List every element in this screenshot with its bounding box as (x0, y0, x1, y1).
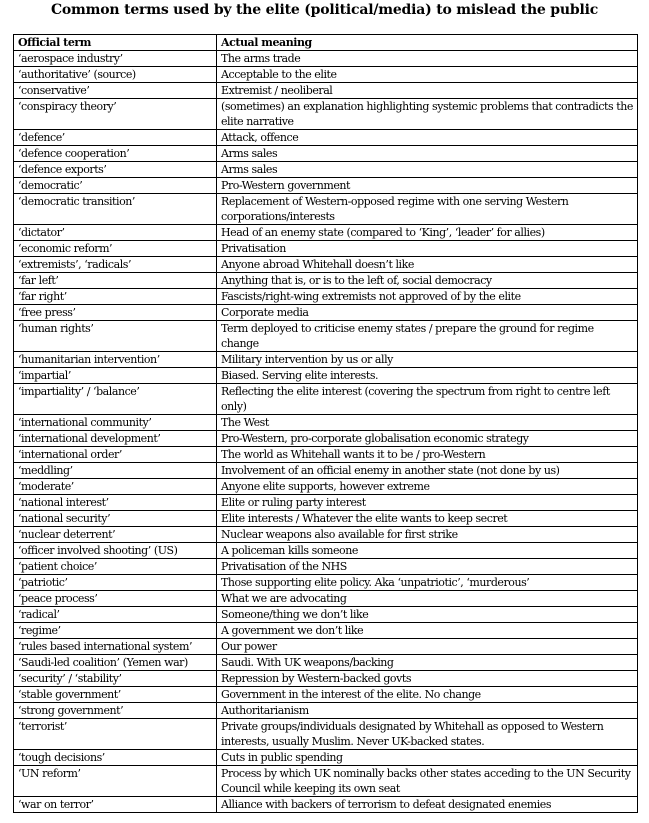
official-term-cell: ‘national security’ (14, 511, 217, 527)
table-row (14, 687, 638, 703)
table-row (14, 51, 638, 67)
official-term-cell: ‘national interest’ (14, 495, 217, 511)
actual-meaning-cell: Elite or ruling party interest (217, 495, 638, 511)
table-row (14, 241, 638, 257)
actual-meaning-cell: Biased. Serving elite interests. (217, 368, 638, 384)
official-term-cell: ‘radical’ (14, 607, 217, 623)
official-term-cell: ‘patriotic’ (14, 575, 217, 591)
table-row (14, 194, 638, 225)
actual-meaning-cell: Replacement of Western-opposed regime with one serving Western corporations/interests (217, 194, 638, 225)
table-row (14, 543, 638, 559)
table-row (14, 305, 638, 321)
official-term-cell: ‘patient choice’ (14, 559, 217, 575)
official-term-cell: ‘international community’ (14, 415, 217, 431)
document-title: Common terms used by the elite (political/media) to mislead the public (50, 2, 599, 18)
table-row (14, 368, 638, 384)
table-row (14, 384, 638, 415)
actual-meaning-cell: The West (217, 415, 638, 431)
official-term-cell: ‘authoritative’ (source) (14, 67, 217, 83)
actual-meaning-cell: Extremist / neoliberal (217, 83, 638, 99)
column-header-actual-meaning: Actual meaning (217, 35, 638, 51)
table-row (14, 67, 638, 83)
actual-meaning-cell: The world as Whitehall wants it to be / pro-Western (217, 447, 638, 463)
actual-meaning-cell: Authoritarianism (217, 703, 638, 719)
official-term-cell: ‘far right’ (14, 289, 217, 305)
actual-meaning-cell: Someone/thing we don’t like (217, 607, 638, 623)
table-row (14, 559, 638, 575)
actual-meaning-cell: Anything that is, or is to the left of, social democracy (217, 273, 638, 289)
actual-meaning-cell: A government we don’t like (217, 623, 638, 639)
table-row (14, 146, 638, 162)
actual-meaning-cell: Repression by Western-backed govts (217, 671, 638, 687)
official-term-cell: ‘peace process’ (14, 591, 217, 607)
table-row (14, 178, 638, 194)
official-term-cell: ‘international development’ (14, 431, 217, 447)
official-term-cell: ‘security’ / ‘stability’ (14, 671, 217, 687)
official-term-cell: ‘defence exports’ (14, 162, 217, 178)
table-row (14, 352, 638, 368)
official-term-cell: ‘humanitarian intervention’ (14, 352, 217, 368)
official-term-cell: ‘international order’ (14, 447, 217, 463)
actual-meaning-cell: Privatisation (217, 241, 638, 257)
actual-meaning-cell: Pro-Western, pro-corporate globalisation economic strategy (217, 431, 638, 447)
table-row (14, 289, 638, 305)
actual-meaning-cell: Privatisation of the NHS (217, 559, 638, 575)
actual-meaning-cell: Elite interests / Whatever the elite wants to keep secret (217, 511, 638, 527)
actual-meaning-cell: Cuts in public spending (217, 750, 638, 766)
column-header-official-term: Official term (14, 35, 217, 51)
actual-meaning-cell: Military intervention by us or ally (217, 352, 638, 368)
table-row (14, 703, 638, 719)
table-row (14, 447, 638, 463)
actual-meaning-cell: Nuclear weapons also available for first strike (217, 527, 638, 543)
table-row (14, 83, 638, 99)
actual-meaning-cell: Term deployed to criticise enemy states / prepare the ground for regime change (217, 321, 638, 352)
table-row (14, 671, 638, 687)
table-row (14, 257, 638, 273)
official-term-cell: ‘strong government’ (14, 703, 217, 719)
official-term-cell: ‘war on terror’ (14, 797, 217, 813)
table-row (14, 495, 638, 511)
official-term-cell: ‘dictator’ (14, 225, 217, 241)
official-term-cell: ‘rules based international system’ (14, 639, 217, 655)
table-row (14, 273, 638, 289)
table-row (14, 623, 638, 639)
actual-meaning-cell: Anyone elite supports, however extreme (217, 479, 638, 495)
table-row (14, 479, 638, 495)
official-term-cell: ‘democratic’ (14, 178, 217, 194)
official-term-cell: ‘regime’ (14, 623, 217, 639)
official-term-cell: ‘impartiality’ / ‘balance’ (14, 384, 217, 415)
actual-meaning-cell: Our power (217, 639, 638, 655)
table-row (14, 130, 638, 146)
official-term-cell: ‘defence cooperation’ (14, 146, 217, 162)
official-term-cell: ‘impartial’ (14, 368, 217, 384)
table-row (14, 607, 638, 623)
actual-meaning-cell: Reflecting the elite interest (covering the spectrum from right to centre left only) (217, 384, 638, 415)
actual-meaning-cell: Attack, offence (217, 130, 638, 146)
official-term-cell: ‘defence’ (14, 130, 217, 146)
table-row (14, 750, 638, 766)
table-row (14, 719, 638, 750)
table-row (14, 225, 638, 241)
official-term-cell: ‘stable government’ (14, 687, 217, 703)
actual-meaning-cell: Anyone abroad Whitehall doesn’t like (217, 257, 638, 273)
official-term-cell: ‘economic reform’ (14, 241, 217, 257)
table-header-row (14, 35, 638, 51)
actual-meaning-cell: The arms trade (217, 51, 638, 67)
official-term-cell: ‘nuclear deterrent’ (14, 527, 217, 543)
official-term-cell: ‘officer involved shooting’ (US) (14, 543, 217, 559)
table-row (14, 431, 638, 447)
table-row (14, 655, 638, 671)
official-term-cell: ‘free press’ (14, 305, 217, 321)
actual-meaning-cell: Pro-Western government (217, 178, 638, 194)
official-term-cell: ‘meddling’ (14, 463, 217, 479)
table-row (14, 162, 638, 178)
official-term-cell: ‘tough decisions’ (14, 750, 217, 766)
actual-meaning-cell: Process by which UK nominally backs other states acceding to the UN Security Council while keeping its own seat (217, 766, 638, 797)
table-row (14, 527, 638, 543)
actual-meaning-cell: Arms sales (217, 146, 638, 162)
official-term-cell: ‘extremists’, ‘radicals’ (14, 257, 217, 273)
official-term-cell: ‘democratic transition’ (14, 194, 217, 225)
table-body (14, 51, 638, 813)
table-row (14, 415, 638, 431)
actual-meaning-cell: Those supporting elite policy. Aka ‘unpatriotic’, ‘murderous’ (217, 575, 638, 591)
official-term-cell: ‘aerospace industry’ (14, 51, 217, 67)
official-term-cell: ‘Saudi-led coalition’ (Yemen war) (14, 655, 217, 671)
table-row (14, 797, 638, 813)
official-term-cell: ‘far left’ (14, 273, 217, 289)
actual-meaning-cell: Involvement of an official enemy in another state (not done by us) (217, 463, 638, 479)
official-term-cell: ‘moderate’ (14, 479, 217, 495)
table-row (14, 321, 638, 352)
table-row (14, 591, 638, 607)
official-term-cell: ‘human rights’ (14, 321, 217, 352)
actual-meaning-cell: Corporate media (217, 305, 638, 321)
actual-meaning-cell: Acceptable to the elite (217, 67, 638, 83)
actual-meaning-cell: Private groups/individuals designated by Whitehall as opposed to Western interests, usually Muslim. Never UK-backed states. (217, 719, 638, 750)
actual-meaning-cell: A policeman kills someone (217, 543, 638, 559)
actual-meaning-cell: What we are advocating (217, 591, 638, 607)
official-term-cell: ‘UN reform’ (14, 766, 217, 797)
official-term-cell: ‘terrorist’ (14, 719, 217, 750)
actual-meaning-cell: Arms sales (217, 162, 638, 178)
actual-meaning-cell: Fascists/right-wing extremists not approved of by the elite (217, 289, 638, 305)
actual-meaning-cell: Saudi. With UK weapons/backing (217, 655, 638, 671)
actual-meaning-cell: Head of an enemy state (compared to ‘King’, ‘leader’ for allies) (217, 225, 638, 241)
official-term-cell: ‘conservative’ (14, 83, 217, 99)
terms-table (13, 34, 638, 813)
actual-meaning-cell: Alliance with backers of terrorism to defeat designated enemies (217, 797, 638, 813)
table-row (14, 766, 638, 797)
table-row (14, 639, 638, 655)
actual-meaning-cell: Government in the interest of the elite. No change (217, 687, 638, 703)
official-term-cell: ‘conspiracy theory’ (14, 99, 217, 130)
table-row (14, 511, 638, 527)
table-row (14, 575, 638, 591)
table-row (14, 99, 638, 130)
table-row (14, 463, 638, 479)
actual-meaning-cell: (sometimes) an explanation highlighting systemic problems that contradicts the elite narrative (217, 99, 638, 130)
